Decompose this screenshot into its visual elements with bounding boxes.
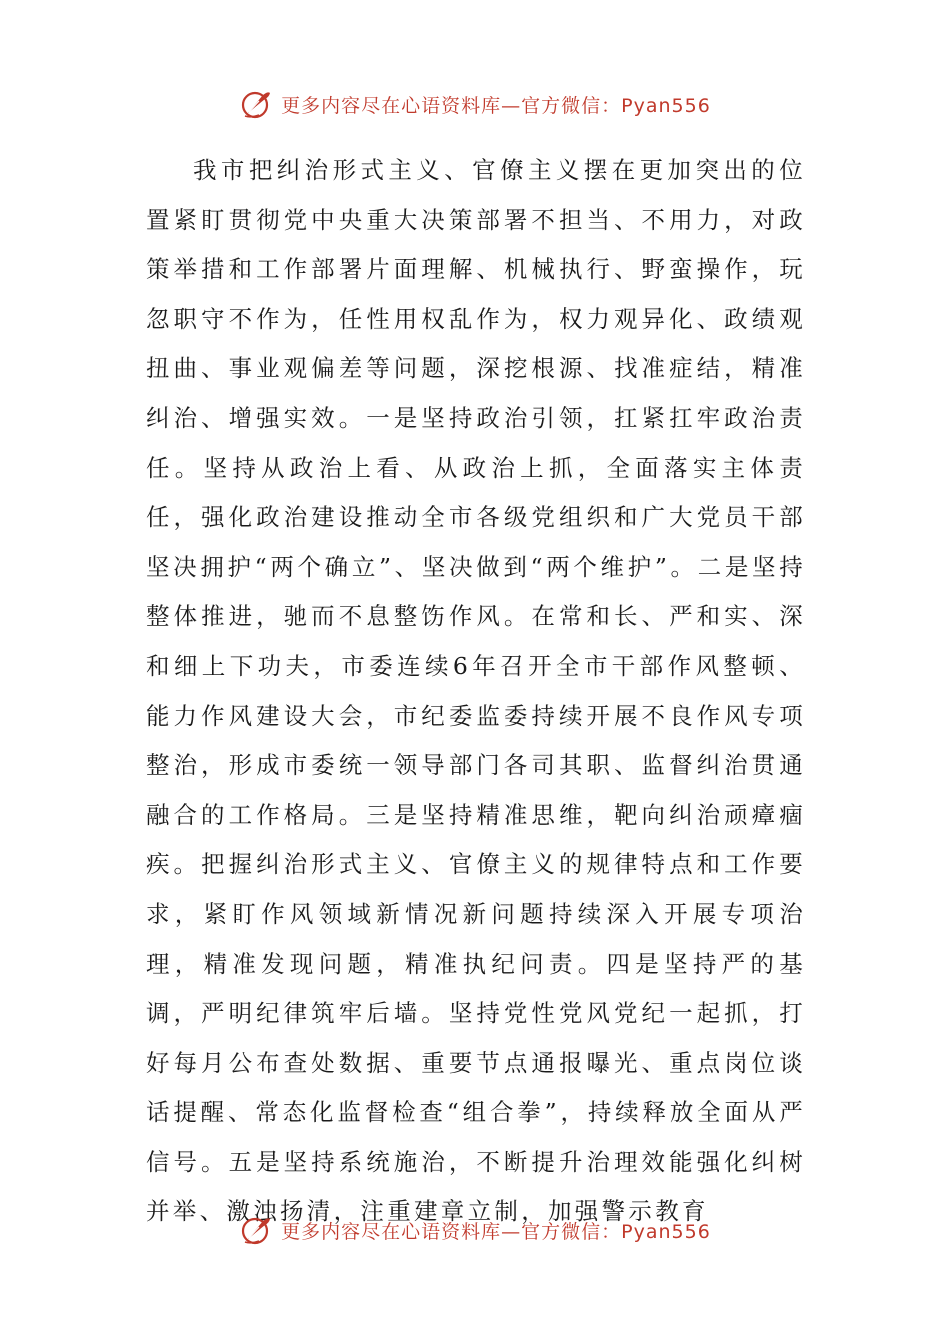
header-watermark-text	[281, 91, 711, 118]
body-paragraph: 我市把纠治形式主义、官僚主义摆在更加突出的位置紧盯贯彻党中央重大决策部署不担当、不用力，对政策举措和工作部署片面理解、机械执行、野蛮操作，玩忽职守不作为，任性用权乱作为，权力观异化、政绩观扭曲、事业观偏差等问题，深挖根源、找准症结，精准纠治、增强实效。一是坚持政治引领，扛紧扛牢政治责任。坚持从政治上看、从政治上抓，全面落实主体责任，强化政治建设推动全市各级党组织和广大党员干部坚决拥护“两个确立”、坚决做到“两个维护”。二是坚持整体推进，驰而不息整饬作风。在常和长、严和实、深和细上下功夫，市委连续6年召开全市干部作风整顿、能力作风建设大会，市纪委监委持续开展不良作风专项整治，形成市委统一领导部门各司其职、监督纠治贯通融合的工作格局。三是坚持精准思维，靶向纠治顽瘴痼疾。把握纠治形式主义、官僚主义的规律特点和工作要求，紧盯作风领域新情况新问题持续深入开展专项治理，精准发现问题，精准执纪问责。四是坚持严的基调，严明纪律筑牢后墙。坚持党性党风党纪一起抓，打好每月公布查处数据、重要节点通报曝光、重点岗位谈话提醒、常态化监督检查“组合拳”，持续释放全面从严信号。五是坚持系统施治，不断提升治理效能强化纠树并举、激浊扬清，注重建章立制，加强警示教育	[146, 156, 806, 1226]
header-watermark-label: 更多内容尽在心语资料库—官方微信：	[281, 94, 622, 117]
quill-pen-circle-icon	[239, 87, 273, 121]
footer-wechat-id: Pyan556	[621, 1220, 711, 1243]
header-wechat-id: Pyan556	[621, 94, 711, 117]
footer-watermark-banner	[0, 1210, 950, 1250]
header-watermark-banner	[0, 84, 950, 124]
quill-pen-circle-icon	[239, 1213, 273, 1247]
footer-watermark-text	[281, 1217, 711, 1244]
footer-watermark-label: 更多内容尽在心语资料库—官方微信：	[281, 1220, 622, 1243]
